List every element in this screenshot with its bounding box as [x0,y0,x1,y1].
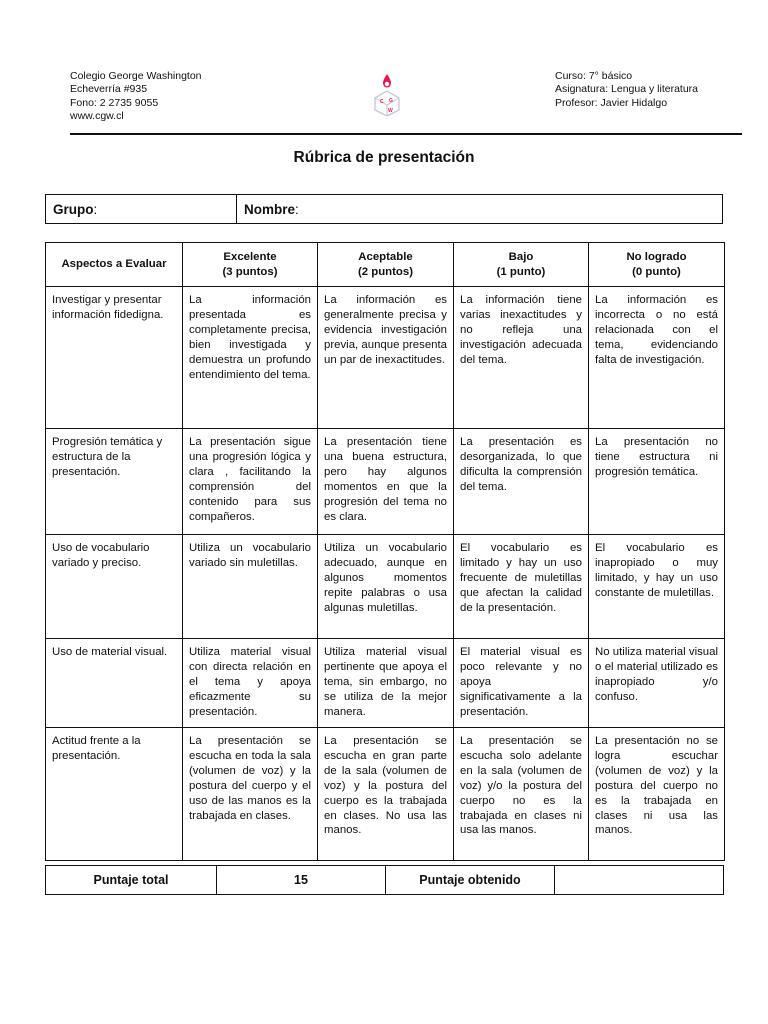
level-header: Bajo (1 punto) [454,243,589,287]
level-header: Excelente (3 puntos) [183,243,318,287]
rubric-table [45,242,725,861]
aspect-cell: Actitud frente a la presentación. [46,728,183,861]
group-name-box [45,194,723,224]
criterion-cell: La presentación no tiene estructura ni progresión temática. [589,429,725,535]
criterion-cell: Utiliza un vocabulario variado sin muletillas. [183,535,318,639]
criterion-cell: La presentación no se logra escuchar (volumen de voz) y la postura del cuerpo no es la trabajada en clases ni usa las manos. [589,728,725,861]
group-label: Grupo [53,201,94,217]
aspect-cell: Uso de vocabulario variado y preciso. [46,535,183,639]
school-address: Echeverría #935 [70,83,148,96]
group-field[interactable]: Grupo : [46,195,237,223]
rubric-header-row [46,243,725,287]
criterion-cell: La presentación se escucha en toda la sala (volumen de voz) y la postura del cuerpo y el uso de las manos es la trabajada en clases. [183,728,318,861]
criterion-cell: La presentación es desorganizada, lo que dificulta la comprensión del tema. [454,429,589,535]
course-profesor: Profesor: Javier Hidalgo [555,96,668,109]
rubric-row [46,429,725,535]
level-header: No logrado (0 punto) [589,243,725,287]
criterion-cell: La información es incorrecta o no está relacionada con el tema, evidenciando falta de investigación. [589,287,725,429]
name-label: Nombre [244,201,296,217]
school-web: www.cgw.cl [70,110,124,123]
obtained-score-field[interactable] [555,866,723,894]
criterion-cell: El vocabulario es inapropiado o muy limitado, y hay un uso constante de muletillas. [589,535,725,639]
rubric-row [46,535,725,639]
course-info [555,70,698,110]
svg-text:G: G [389,98,393,104]
aspect-cell: Progresión temática y estructura de la presentación. [46,429,183,535]
criterion-cell: Utiliza material visual con directa relación en el tema y apoya eficazmente su presentación. [183,639,318,728]
svg-text:C: C [380,99,384,105]
criterion-cell: No utiliza material visual o el material utilizado es inapropiado y/o confuso. [589,639,725,728]
criterion-cell: El vocabulario es limitado y hay un uso frecuente de muletillas que afectan la calidad de la presentación. [454,535,589,639]
rubric-row [46,287,725,429]
score-row [45,865,724,895]
aspects-header: Aspectos a Evaluar [46,243,183,287]
rubric-row [46,728,725,861]
aspect-cell: Investigar y presentar información fidedigna. [46,287,183,429]
criterion-cell: La presentación se escucha en gran parte de la sala (volumen de voz) y la postura del cuerpo es la trabajada en clases. No usa las manos. [318,728,454,861]
school-phone: Fono: 2 2735 9055 [70,96,159,109]
criterion-cell: El material visual es poco relevante y no apoya significativamente a la presentación. [454,639,589,728]
criterion-cell: La información tiene varias inexactitudes y no refleja una investigación adecuada del tema. [454,287,589,429]
school-info [70,70,202,124]
criterion-cell: La información presentada es completamente precisa, bien investigada y demuestra un profundo entendimiento del tema. [183,287,318,429]
criterion-cell: La presentación tiene una buena estructura, pero hay algunos momentos en que la progresión del tema no es clara. [318,429,454,535]
total-score-label: Puntaje total [46,866,217,894]
svg-text:W: W [388,108,393,114]
aspect-cell: Uso de material visual. [46,639,183,728]
criterion-cell: Utiliza material visual pertinente que apoya el tema, sin embargo, no se utiliza de la mejor manera. [318,639,454,728]
criterion-cell: La presentación se escucha solo adelante en la sala (volumen de voz) y/o la postura del cuerpo no es la trabajada en clases ni usa las manos. [454,728,589,861]
document-title: Rúbrica de presentación [293,149,475,166]
header-divider [70,133,742,135]
course-curso: Curso: 7° básico [555,70,633,82]
rubric-row [46,639,725,728]
level-header: Aceptable (2 puntos) [318,243,454,287]
name-field[interactable]: Nombre : [244,201,299,217]
total-score-value: 15 [217,866,386,894]
criterion-cell: Utiliza un vocabulario adecuado, aunque en algunos momentos repite palabras o usa algunas muletillas. [318,535,454,639]
criterion-cell: La información es generalmente precisa y evidencia investigación previa, aunque presenta un par de inexactitudes. [318,287,454,429]
obtained-score-label: Puntaje obtenido [386,866,555,894]
school-name: Colegio George Washington [70,70,202,82]
school-logo [371,72,403,116]
criterion-cell: La presentación sigue una progresión lógica y clara , facilitando la comprensión del contenido para sus compañeros. [183,429,318,535]
course-asignatura: Asignatura: Lengua y literatura [555,83,699,96]
